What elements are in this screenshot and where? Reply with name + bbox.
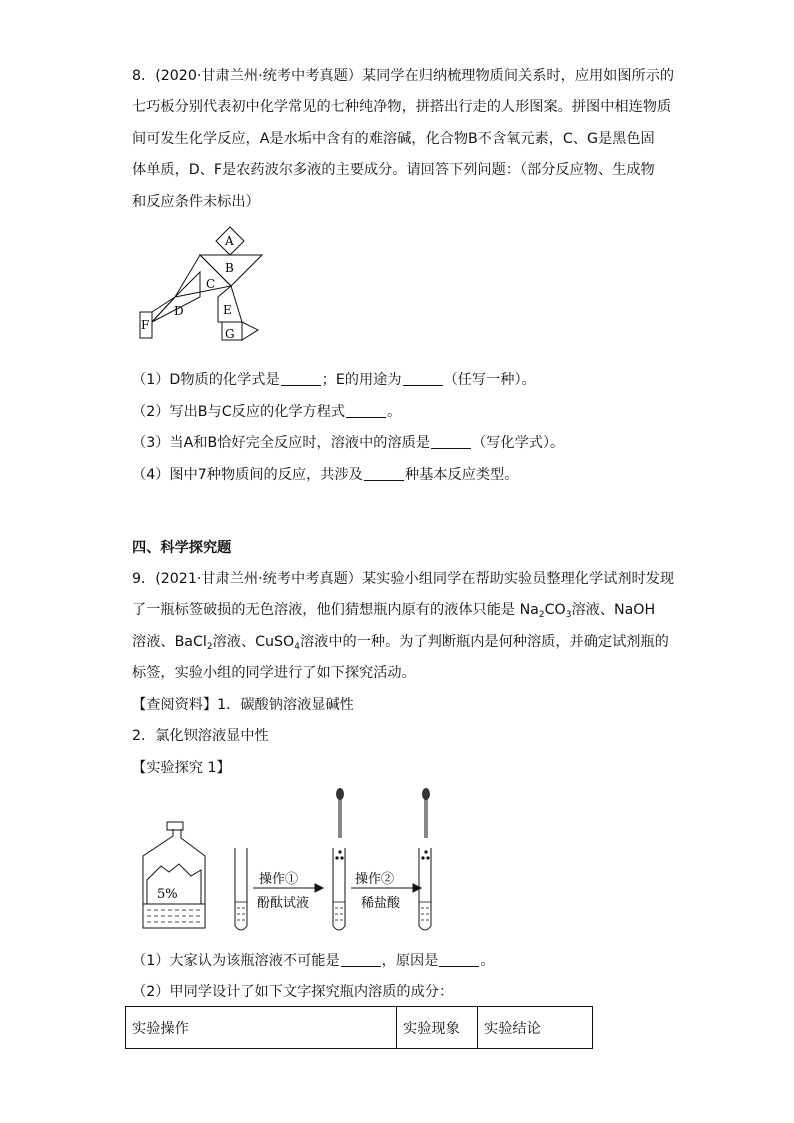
answer-blank — [364, 466, 404, 481]
test-tube-3 — [419, 848, 431, 930]
tangram-piece-c — [175, 255, 231, 297]
q9-sub1-text-c: 。 — [480, 953, 495, 969]
answer-blank — [341, 952, 381, 967]
subscript: 2 — [206, 642, 213, 652]
q9-line-4: 标签，实验小组的同学进行了如下探究活动。 — [132, 665, 416, 681]
table-header-phenomenon: 实验现象 — [397, 1007, 478, 1049]
q9-sub-2: （2）甲同学设计了如下文字探究瓶内溶质的成分： — [132, 984, 454, 1000]
table-header-operation: 实验操作 — [126, 1007, 397, 1049]
q9-experiment-heading: 【实验探究 1】 — [132, 760, 231, 776]
q9-line-2 — [132, 599, 655, 620]
q8-sub1-text-a: （1）D物质的化学式是 — [132, 372, 280, 388]
experiment-table — [125, 1006, 593, 1049]
q9-sub1-text-b: ，原因是 — [381, 953, 439, 969]
reagent-2-label: 稀盐酸 — [361, 896, 401, 911]
q9-info-2: 2．氯化钡溶液显中性 — [132, 728, 269, 744]
experiment-diagram — [135, 786, 455, 936]
q8-sub4-text-a: （4）图中7种物质间的反应，共涉及 — [132, 467, 363, 483]
q8-sub2-text-a: （2）写出B与C反应的化学方程式 — [132, 404, 346, 420]
reagent-bottle — [143, 829, 205, 928]
answer-blank — [281, 371, 321, 386]
test-tube-1 — [235, 848, 247, 930]
answer-blank — [403, 371, 443, 386]
q9-line3-text-a: 溶液、BaCl — [132, 634, 207, 650]
subscript: 3 — [565, 610, 572, 620]
q8-line-5: 和反应条件未标出） — [132, 194, 260, 210]
q8-line-1: 8．(2020·甘肃兰州·统考中考真题）某同学在归纳梳理物质间关系时，应用如图所示的 — [132, 68, 675, 84]
q9-line3-text-b: 溶液、CuSO — [212, 634, 295, 650]
operation-2-label: 操作② — [355, 872, 395, 887]
q9-line3-text-c: 溶液中的一种。为了判断瓶内是何种溶质，并确定试剂瓶的 — [299, 634, 669, 650]
q8-sub4-text-b: 种基本反应类型。 — [404, 467, 519, 483]
answer-blank — [431, 434, 471, 449]
reagent-1-label: 酚酞试液 — [257, 896, 310, 911]
q8-line-4: 体单质，D、F是农药波尔多液的主要成分。请回答下列问题：（部分反应物、生成物 — [132, 162, 655, 178]
subscript: 4 — [294, 642, 300, 652]
test-tube-2 — [333, 848, 345, 930]
formula-part: CO — [544, 602, 566, 618]
q8-line-3: 间可发生化学反应，A是水垢中含有的难溶碱，化合物B不含氧元素，C、G是黑色固 — [132, 131, 655, 147]
q9-sub-1 — [132, 950, 495, 970]
q8-sub3-text-a: （3）当A和B恰好完全反应时，溶液中的溶质是 — [132, 435, 431, 451]
q8-sub1-text-b: ；E的用途为 — [321, 372, 402, 388]
table-header-row — [126, 1007, 593, 1049]
q8-sub-2 — [132, 401, 401, 421]
bottle-label-percent: 5% — [157, 887, 178, 902]
tangram-label-f: F — [141, 318, 150, 332]
operation-1-label: 操作① — [259, 872, 299, 887]
tangram-figure — [130, 222, 270, 347]
q8-sub-4 — [132, 464, 518, 484]
q9-line-3 — [132, 631, 669, 652]
tangram-label-b: B — [225, 261, 234, 275]
q8-sub3-text-b: （写化学式）。 — [472, 435, 565, 451]
q9-info-1: 【查阅资料】1．碳酸钠溶液显碱性 — [132, 697, 354, 713]
table-header-conclusion: 实验结论 — [478, 1007, 593, 1049]
section-heading: 四、科学探究题 — [132, 540, 232, 556]
q8-sub-1 — [132, 369, 536, 389]
tangram-label-e: E — [223, 303, 232, 317]
subscript: 2 — [538, 610, 545, 620]
q8-sub-3 — [132, 432, 564, 452]
answer-blank — [346, 403, 386, 418]
q9-line2-text-b: 溶液、NaOH — [571, 602, 656, 618]
tangram-label-d: D — [174, 304, 184, 318]
tangram-label-c: C — [206, 277, 216, 291]
tangram-label-g: G — [225, 327, 235, 341]
tangram-label-a: A — [225, 234, 234, 248]
q8-line-2: 七巧板分别代表初中化学常见的七种纯净物，拼搭出行走的人形图案。拼图中相连物质 — [132, 99, 672, 115]
q8-sub1-text-c: （任写一种）。 — [443, 372, 536, 388]
q8-sub2-text-b: 。 — [387, 404, 402, 420]
q9-sub1-text-a: （1）大家认为该瓶溶液不可能是 — [132, 953, 340, 969]
q9-line-1: 9．(2021·甘肃兰州·统考中考真题）某实验小组同学在帮助实验员整理化学试剂时发现 — [132, 571, 675, 587]
q9-line2-text-a: 了一瓶标签破损的无色溶液，他们猜想瓶内原有的液体只能是 Na — [132, 602, 539, 618]
answer-blank — [439, 952, 479, 967]
